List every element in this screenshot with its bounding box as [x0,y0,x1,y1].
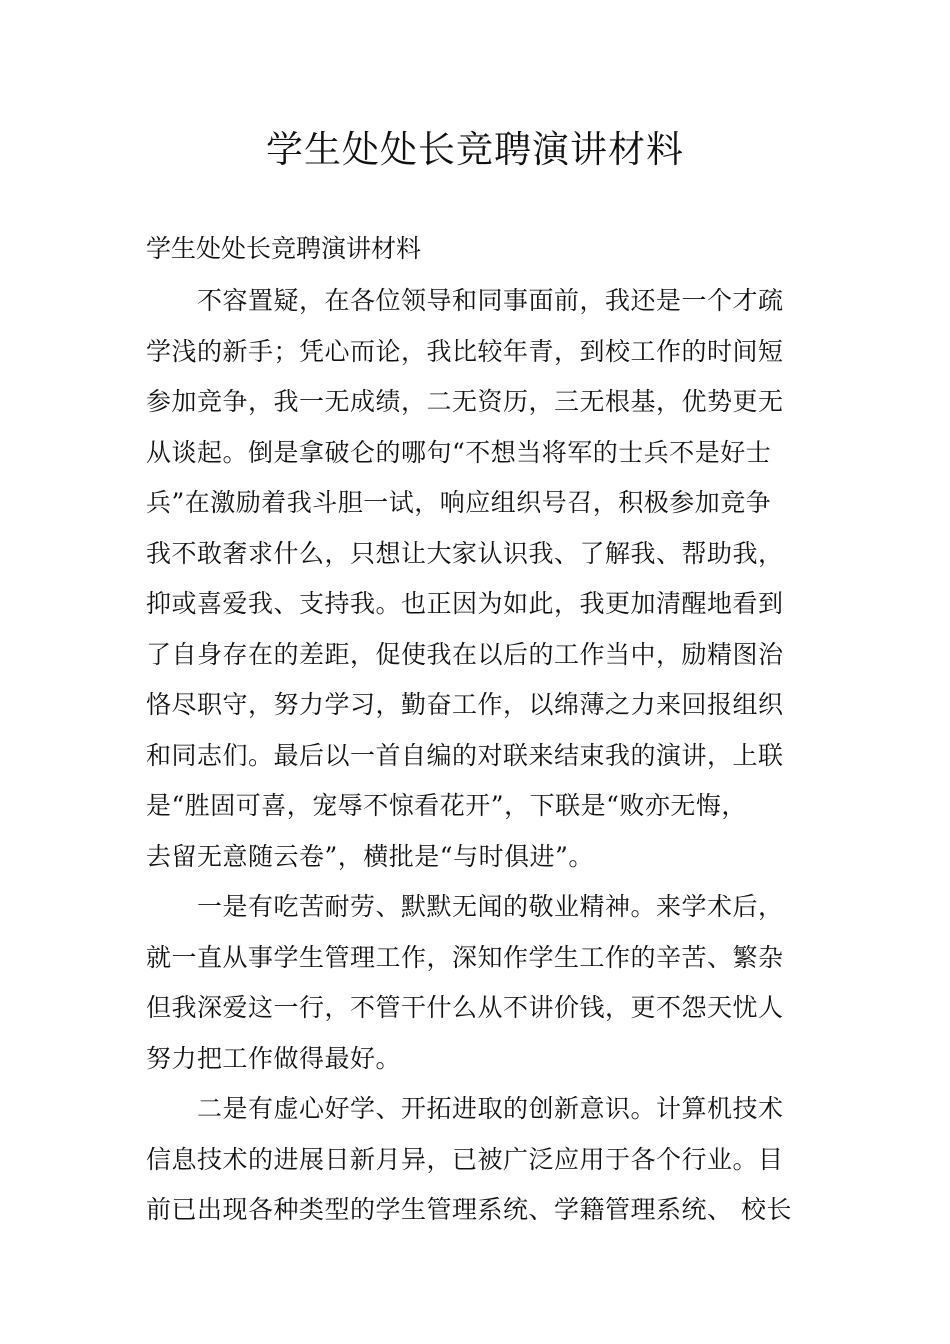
paragraph-line: 不容置疑，在各位领导和同事面前，我还是一个才疏 [197,286,784,315]
paragraph-line: 就一直从事学生管理工作，深知作学生工作的辛苦、繁杂 [146,942,784,972]
document-subtitle: 学生处处长竞聘演讲材料 [146,234,422,263]
paragraph-line: 了自身存在的差距，促使我在以后的工作当中，励精图治 [146,639,784,669]
paragraph-line: 是“胜固可喜，宠辱不惊看花开”，下联是“败亦无悔， [146,791,747,820]
paragraph-line: 学浅的新手；凭心而论，我比较年青，到校工作的时间短 [146,336,784,366]
paragraph-line: 去留无意随云卷”，横批是“与时俱进”。 [146,841,594,871]
paragraph-line: 恪尽职守，努力学习，勤奋工作，以绵薄之力来回报组织 [146,690,784,719]
document-title: 学生处处长竞聘演讲材料 [266,128,684,171]
paragraph-line: 和同志们。最后以一首自编的对联来结束我的演讲，上联 [146,740,784,770]
document-body [146,283,826,1243]
paragraph-line: 我不敢奢求什么，只想让大家认识我、了解我、帮助我， [146,538,784,568]
paragraph-line: 兵”在激励着我斗胆一试，响应组织号召，积极参加竞争 [146,488,772,517]
paragraph-line: 一是有吃苦耐劳、默默无闻的敬业精神。来学术后， [197,892,784,921]
paragraph-line: 从谈起。倒是拿破仑的哪句“不想当将军的士兵不是好士 [146,437,772,467]
paragraph-line: 但我深爱这一行，不管干什么从不讲价钱，更不怨天忧人 [146,993,784,1022]
paragraph-line: 二是有虚心好学、开拓进取的创新意识。计算机技术 [197,1094,784,1123]
paragraph-line: 抑或喜爱我、支持我。也正因为如此，我更加清醒地看到 [146,589,784,618]
paragraph-line: 信息技术的进展日新月异，已被广泛应用于各个行业。目 [146,1144,784,1174]
paragraph-line: 努力把工作做得最好。 [146,1043,402,1073]
paragraph-line: 参加竞争，我一无成绩，二无资历，三无根基，优势更无 [146,387,784,416]
paragraph-line: 前已出现各种类型的学生管理系统、学籍管理系统、 校长 [146,1195,792,1224]
